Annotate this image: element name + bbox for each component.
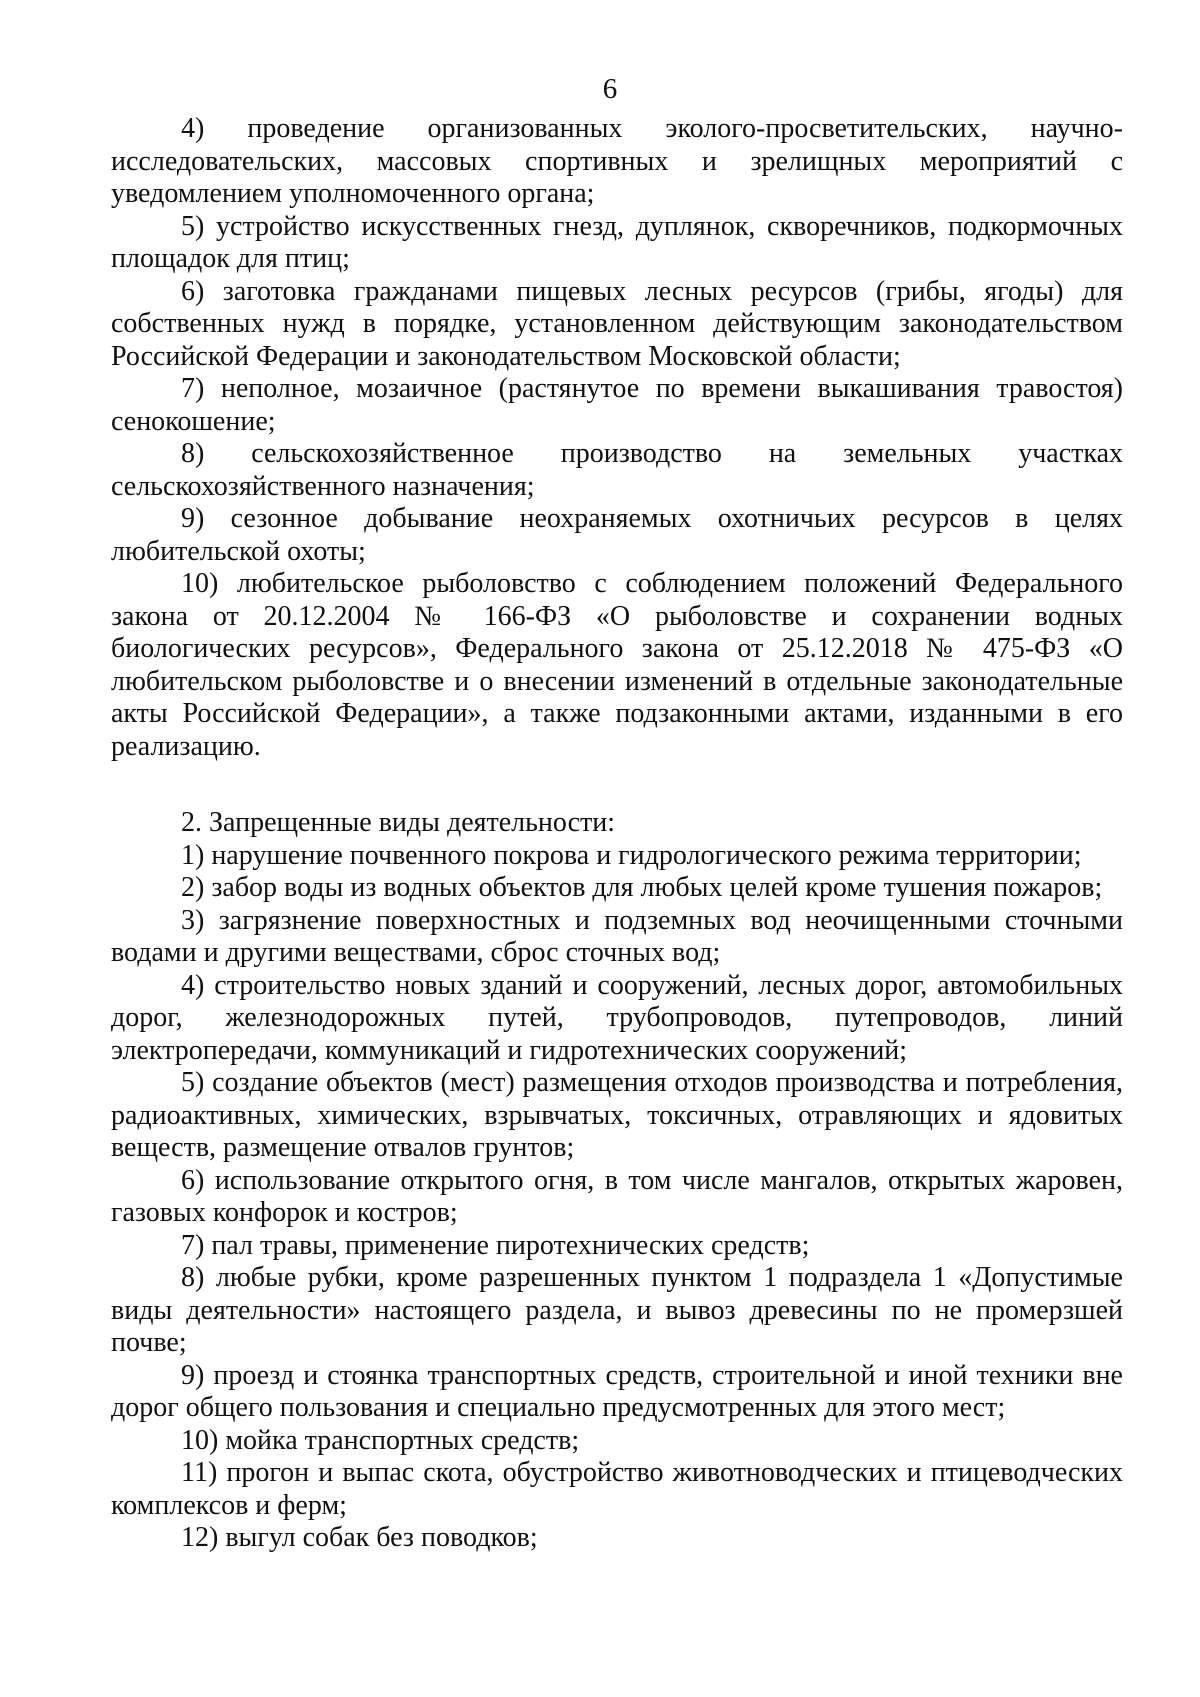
permitted-item-6: 6) заготовка гражданами пищевых лесных ресурсов (грибы, ягоды) для собственных нужд в порядке, установленном действующим законодательством Российской Федерации и законодательством Московской области;	[111, 275, 1123, 372]
permitted-item-7: 7) неполное, мозаичное (растянутое по времени выкашивания травостоя) сенокошение;	[111, 373, 1123, 437]
permitted-item-10: 10) любительское рыболовство с соблюдением положений Федерального закона от 20.12.2004 № 166-ФЗ «О рыболовстве и сохранении водных биологических ресурсов», Федерального закона от 25.12.2018 № 475-ФЗ «О любительском рыболовстве и о внесении изменений в отдельные законодательные акты Российской Федерации», а также подзаконными актами, изданными в его реализацию.	[111, 568, 1123, 762]
prohibited-item-4: 4) строительство новых зданий и сооружений, лесных дорог, автомобильных дорог, железнодорожных путей, трубопроводов, путепроводов, линий электропередачи, коммуникаций и гидротехнических сооружений;	[111, 969, 1123, 1066]
prohibited-item-1: 1) нарушение почвенного покрова и гидрологического режима территории;	[181, 839, 1082, 871]
permitted-item-5: 5) устройство искусственных гнезд, дуплянок, скворечников, подкормочных площадок для птиц;	[111, 210, 1123, 274]
prohibited-item-7: 7) пал травы, применение пиротехнических средств;	[181, 1229, 810, 1261]
prohibited-item-11: 11) прогон и выпас скота, обустройство животноводческих и птицеводческих комплексов и ферм;	[111, 1457, 1123, 1521]
prohibited-section-heading: 2. Запрещенные виды деятельности:	[181, 807, 616, 838]
prohibited-item-2: 2) забор воды из водных объектов для любых целей кроме тушения пожаров;	[181, 872, 1103, 903]
page-number: 6	[602, 73, 618, 105]
prohibited-item-5: 5) создание объектов (мест) размещения отходов производства и потребления, радиоактивных, химических, взрывчатых, токсичных, отравляющих и ядовитых веществ, размещение отвалов грунтов;	[111, 1067, 1123, 1163]
prohibited-item-8: 8) любые рубки, кроме разрешенных пунктом 1 подраздела 1 «Допустимые виды деятельности» настоящего раздела, и вывоз древесины по не промерзшей почве;	[111, 1262, 1123, 1358]
prohibited-item-9: 9) проезд и стоянка транспортных средств, строительной и иной техники вне дорог общего пользования и специально предусмотренных для этого мест;	[111, 1359, 1123, 1423]
permitted-item-8: 8) сельскохозяйственное производство на земельных участках сельскохозяйственного назначения;	[111, 438, 1123, 502]
permitted-item-9: 9) сезонное добывание неохраняемых охотничьих ресурсов в целях любительской охоты;	[111, 503, 1123, 567]
section-spacer	[111, 763, 1123, 807]
document-body	[111, 113, 1123, 1555]
prohibited-item-10: 10) мойка транспортных средств;	[181, 1424, 580, 1456]
prohibited-item-6: 6) использование открытого огня, в том числе мангалов, открытых жаровен, газовых конфорок и костров;	[111, 1164, 1123, 1228]
prohibited-item-12: 12) выгул собак без поводков;	[181, 1522, 538, 1553]
prohibited-item-3: 3) загрязнение поверхностных и подземных вод неочищенными сточными водами и другими веществами, сброс сточных вод;	[111, 904, 1123, 968]
permitted-item-4: 4) проведение организованных эколого-просветительских, научно-исследовательских, массовых спортивных и зрелищных мероприятий с уведомлением уполномоченного органа;	[111, 113, 1123, 209]
